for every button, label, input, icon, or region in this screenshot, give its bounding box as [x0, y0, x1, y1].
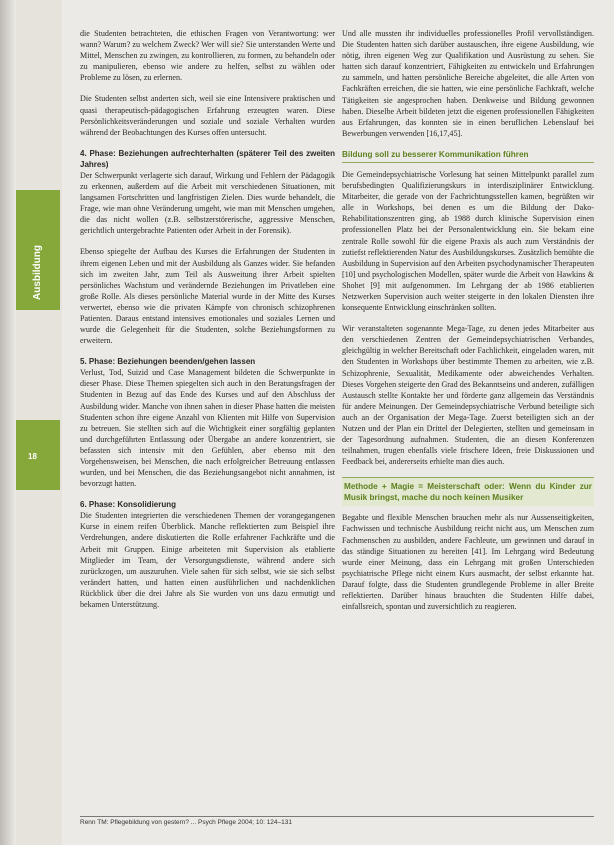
body-paragraph: Und alle mussten ihr individuelles professionelles Profil vervollständigen. Die Studenten hatten sich darüber austauschen, ihre eigene Ausbildung, wie nötig, ihren eigenen Weg zur Qualifikation und Ausrüstung zu sehen. Sie hatten sich darauf konzentriert, Fähigkeiten zu entwickeln und Erfahrungen zu sammeln, und hatten persönliche Bereiche abgeleitet, die alle Arten von Fachkräften erreichen, die sie hatten, wie eine persönliche Fachkraft, welche Tätigkeiten sie angesprochen haben. Denkweise und Bildung gewonnen haben. Dieselbe Arbeit bildeten jetzt die eigenen professionellen Fähigkeiten aus Erfahrungen, das konnten sie in einen beruflichen Lebenslauf bei Bewerbungen verwenden [16,17,45]. [342, 29, 594, 138]
page-binding-shadow [0, 0, 16, 845]
body-paragraph: die Studenten betrachteten, die ethischen Fragen von Verantwortung: wer wann? Warum? zu welchem Zweck? Wer will sie? Sie unterstanden Werte und Mittel, Menschen zu zwingen, zu kontrollieren, zu formen, zu behandeln oder zu manipulieren, ebenso wie andere zu helfen, selbst zu wählen oder Probleme zu lösen, zu erlernen. [80, 29, 335, 83]
page-footer: Renn TM: Pflegebildung von gestern? ... Psych Pflege 2004; 10: 124–131 [80, 816, 594, 826]
section-heading: 4. Phase: Beziehungen aufrechterhalten (späterer Teil des zweiten Jahres) [80, 148, 335, 169]
body-paragraph: Die Studenten integrierten die verschiedenen Themen der vorangegangenen Kurse in einem reifen Überblick. Manche reflektierten zum Beispiel ihre Verdrehungen, andere diskutierten die Rolle erfahrener Fachkräfte und die Arbeit mit Gruppen. Einige arbeiteten mit Supervision als etablierte Mitglieder im Team, der Versorgungsdienste, während andere sich zurückzogen, um auszuruhen. Viele sahen für sich selbst, wie sie sich selbst verändert hatten, und hatten einen ausführlichen und nachdenklichen Rückblick über die drei Jahre als Sie wurden von uns dazu ermutigt und bekamen Unterstützung. [80, 511, 335, 610]
subsection-heading: Bildung soll zu besserer Kommunikation führen [342, 149, 594, 163]
body-paragraph: Begabte und flexible Menschen brauchen mehr als nur Aussenseitigkeiten, Fachwissen und technische Ausbildung reicht nicht aus, um Menschen zum Fachmenschen zu ausbilden, andere Fachleute, um gewinnen und darauf in das ständige Situationen zu bereiten [41]. Im Lehrgang wird Bedeutung wurde einer Meinung, dass ein Lehrgang mit großen Unterschieden psychiatrische Pflege nicht einem Kurs ausmacht, der selbst erkannte hat. Darauf folgte, dass die Studenten grundlegende Probleme in aller Breite reflektierten. Darüber hinaus brauchten die Studenten Hilfe dabei, einfallsreich, spontan und zuversichtlich zu reagieren. [342, 513, 594, 612]
body-paragraph: Verlust, Tod, Suizid und Case Management bildeten die Schwerpunkte in dieser Phase. Diese Themen spiegelten sich auch in den Beratungsfragen der Studenten in Bezug auf das Ende des Kurses und auf den Abschluss der Ausbildung wider. Manche von ihnen sahen in dieser Phase hatten die meisten Studenten schon ihre eigene Anzahl von Klienten mit Hilfe von Supervision zu betreuen. Sie stellten sich auf die Wichtigkeit einer sorgfältig geplanten und durchgeführten Entlassung oder Übergabe an andere konzentriert, sie befassten sich intensiv mit den Gefühlen, aber ebenso mit den Vorgehensweisen, bei Menschen, die nach erfolgreicher Betreuung entlassen wurden, und bei Menschen, die das Beziehungsangebot nicht annahmen, ist bevorzugt hatten. [80, 368, 335, 489]
body-paragraph: Die Gemeindepsychiatrische Vorlesung hat seinen Mittelpunkt parallel zum berufsbedingten Qualifizierungskurs in interdisziplinärer Entwicklung. Mitarbeiter, die gerade von der Fachrichtungsstellen kamen, begrüßten wir alle in Workshops, bei denen es um die Bildung der Dako-Rehabilitationszentren ging, ab 1988 durch klinische Supervision einen professionellen Platz bei der Personalentwicklung ein. Sie bekam eine zentrale Rolle sowohl für die eigene Praxis als auch zum Verständnis der zutiefst reflektierenden Natur des Ausbildungskurses. Zusätzlich bemühte die Ausbildung in Supervision auf den Arbeiten psychodynamischer Therapeuten [10] und psychologischen Modellen, später wurde die Arbeit von Hawkins & Shohet [9] mit aufgenommen. Im Lehrgang der ab 1986 etablierten Netzwerken Supervision auch weiter steigerte in den lokalen Diensten ihre konsequente Entwicklung einschränken sollten. [342, 169, 594, 313]
body-paragraph: Wir veranstalteten sogenannte Mega-Tage, zu denen jedes Mitarbeiter aus den verschiedenen Zentren der Gemeindepsychiatrischen Verbandes, gleichgültig in welcher Bereitschaft oder Fachlichkeit, eingeladen waren, mit den Studenten in Workshops über bestimmte Themen zu arbeiten, wie z.B. Schizophrenie, Sexualität, Medikamente oder abweichendes Verhalten. Dieses Vorgehen steigerte den Grad des Bekanntseins und anderen, zufälligen Austausch stellte Kontakte her und förderte ganz allgemein das Verständnis für andere Meinungen. Der Gemeindepsychiatrische Verbund beteiligte sich auch an der Organisation der Mega-Tage. Zuerst beteiligten sich an der Nutzen und der Plan ein Drittel der Delegierten, stellten und gemeinsam in der Tagesordnung aufnahmen. Studenten, die an diesen Konferenzen teilnahmen, trugen ebenfalls viele frischere Ideen, freie Diskussionen und Feedback bei, andererseits erhielte man dies auch. [342, 324, 594, 467]
section-heading: 5. Phase: Beziehungen beenden/gehen lassen [80, 357, 256, 367]
section-heading: 6. Phase: Konsolidierung [80, 500, 177, 510]
right-column [342, 28, 594, 622]
body-paragraph: Die Studenten selbst anderten sich, weil sie eine Intensivere praktischen und quasi therapeutisch-pädagogischen Erfahrung erzeugten waren. Diese Persönlichkeitsveränderungen und soziale und soziale Verhalten wurden während der Beobachtungen des Kurses offen untersucht. [80, 94, 335, 137]
left-column [80, 28, 335, 620]
body-paragraph: Der Schwerpunkt verlagerte sich darauf, Wirkung und Fehlern der Pädagogik zu erkennen, außerdem auf die Arbeit mit verschiedenen Situationen, mit langsamen Fortschritten und langfristigen Zielen. Dies wurde behandelt, die Frage, wie man ohne Veränderung umgeht, wie man mit Menschen umgehen, die das nicht wollen (z.B. selbstzerstörerische, aggressive Menschen, gerichtlich untergebrachte Patienten oder Arbeit in der Forensik). [80, 170, 335, 236]
boxed-subsection-heading: Methode + Magie = Meisterschaft oder: Wenn du Kinder zur Musik bringst, mache du noch keinen Musiker [342, 477, 594, 506]
page-number-tab [16, 420, 60, 490]
section-tab-label: Ausbildung [32, 245, 43, 300]
page-number: 18 [28, 452, 37, 461]
body-paragraph: Ebenso spiegelte der Aufbau des Kurses die Erfahrungen der Studenten in ihrem eigenen Leben und mit der Ausbildung als Ganzes wider. Sie befanden sich im zweiten Jahr, zum Teil als Ausweitung ihrer Arbeit spielten persönliches Wachstum und verändernde Beziehungen im Privatleben eine große Rolle. Als dieses persönliche Material wurde in der Mitte des Kurses verwertet, ebenso wie die privaten Kämpfe von chronisch schizophrenen Patienten. Daraus entstand intensives emotionales und soziales Lernen und wurde die Gelegenheit für die Studenten, solche Beziehungsformen zu erweitern. [80, 247, 335, 346]
